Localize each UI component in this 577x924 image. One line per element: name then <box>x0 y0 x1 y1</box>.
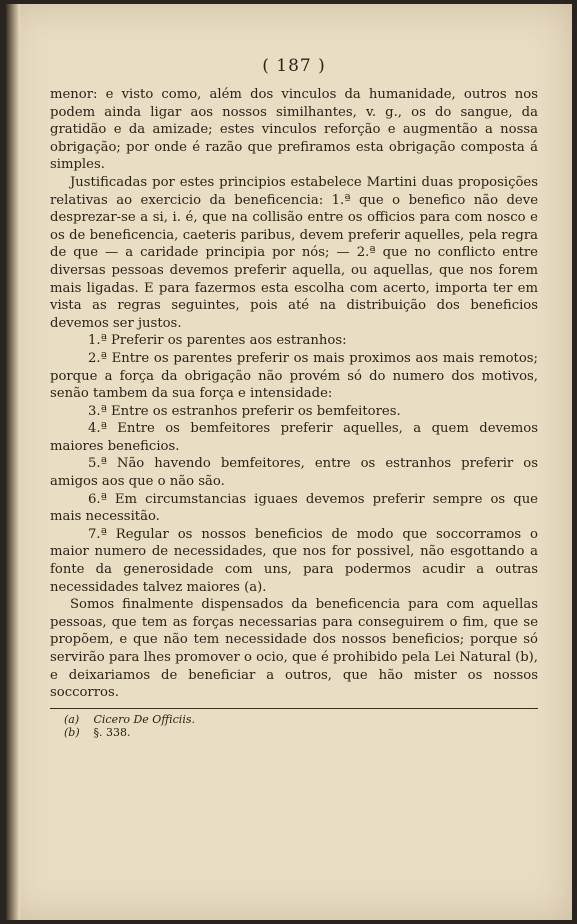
footnote <box>64 726 538 739</box>
page-number-header: ( 187 ) <box>262 56 326 76</box>
footnote-text: Cicero De Officiis. <box>93 712 195 726</box>
page-content <box>50 56 538 739</box>
paragraph: Somos finalmente dispensados da beneficencia para com aquellas pessoas, que tem as forças necessarias para conseguirem o fim, que se propõem, e que não tem necessidade dos nossos beneficios; porque só servirão para lhes promover o ocio, que é prohibido pela Lei Natural (b), e deixariamos de beneficiar a outros, que hão mister os nossos soccorros. <box>50 597 538 701</box>
rule-item: 3.ª Entre os estranhos preferir os bemfeitores. <box>88 403 401 419</box>
footnote-mark: (a) <box>64 712 80 726</box>
rule-item: 1.ª Preferir os parentes aos estranhos: <box>88 333 347 349</box>
footnote-rule <box>50 708 538 709</box>
rule-item: 5.ª Não havendo bemfeitores, entre os estranhos preferir os amigos aos que o não são. <box>50 456 538 490</box>
body-text <box>50 86 538 702</box>
paragraph: Justificadas por estes principios estabelece Martini duas proposições relativas ao exercicio da beneficencia: 1.ª que o benefico não deve desprezar-se a si, i. é, que na collisão entre os officios para com nosco e os de beneficencia, caeteris paribus, devem preferir aquelles, pela regra de que — a caridade principia por nós; — 2.ª que no conflicto entre diversas pessoas devemos preferir aquella, ou aquellas, que nos forem mais ligadas. E para fazermos esta escolha com acerto, importa ter em vista as regras seguintes, pois até na distribuição dos beneficios devemos ser justos. <box>50 174 538 331</box>
footnote-text: §. 338. <box>93 725 131 739</box>
rule-item: 7.ª Regular os nossos beneficios de modo que soccorramos o maior numero de necessidades, que nos for possivel, não esgottando a fonte da generosidade com uns, para podermos acudir a outras necessidades talvez maiores (a). <box>50 526 538 595</box>
footnotes <box>50 713 538 739</box>
footnote <box>64 713 538 726</box>
rule-item: 6.ª Em circumstancias iguaes devemos preferir sempre os que mais necessitão. <box>50 491 538 525</box>
footnote-mark: (b) <box>64 725 80 739</box>
rule-item: 4.ª Entre os bemfeitores preferir aquelles, a quem devemos maiores beneficios. <box>50 421 538 454</box>
book-page <box>6 4 572 920</box>
binding-gutter <box>6 4 20 920</box>
paragraph: menor: e visto como, além dos vinculos da humanidade, outros nos podem ainda ligar aos nossos similhantes, v. g., os do sangue, da gratidão e da amizade; estes vinculos reforção e augmentão a nossa obrigação; por onde é razão que prefiramos esta obrigação composta á simples. <box>50 87 538 173</box>
rule-item: 2.ª Entre os parentes preferir os mais proximos aos mais remotos; porque a força da obrigação não provém só do numero dos motivos, senão tambem da sua força e intensidade: <box>50 350 538 402</box>
